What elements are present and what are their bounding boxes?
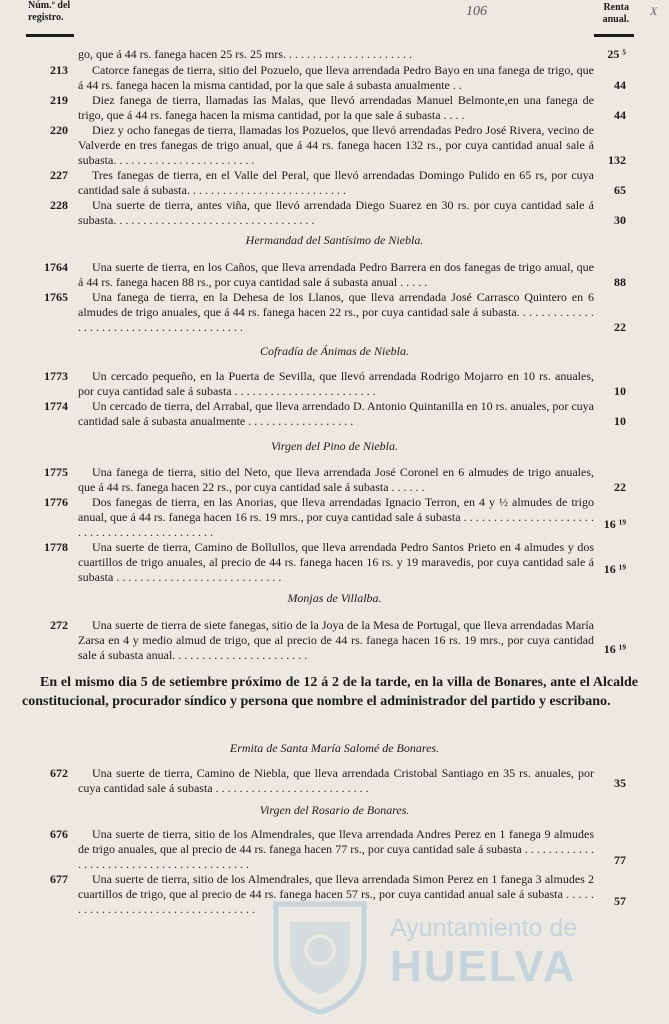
entry-text: Una suerte de tierra, en los Caños, que lleva arrendada Pedro Barrera en dos fanegas de trigo anual, que á 44 rs. fanega hacen 88 rs., por cuya cantidad sale á subasta anual . . . . . [78,260,594,289]
entry-number: 219 [50,93,68,107]
entry-text: Un cercado de tierra, del Arrabal, que lleva arrendado D. Antonio Quintanilla en 10 rs. anuales, por cuya cantidad sale á subasta anualmente . . . . . . . . . . . . . . . . . . [78,399,594,428]
header-rule-right [594,34,634,37]
entry-text: Una suerte de tierra, antes viña, que llevó arrendada Diego Suarez en 30 rs. por cuya cantidad sale á subasta. . . . . . . . . . . . . . . . . . . . . . . . . . . . . . . . . . [78,198,594,227]
entry-amount: 10 [614,414,626,428]
column-header-registry-line1: Núm.º del [28,0,71,11]
entry-text: Una suerte de tierra, sitio de los Almendrales, que lleva arrendada Simon Perez en 1 fanega 3 almudes 2 cuartillos de trigo, que al precio de 44 rs. fanega hacen 57 rs., por cuya cantidad anual sale á subasta . . . . . . . . . . . . . . . . . . . . . . . . . . . . . . . . . . . [78,872,594,916]
watermark-line2: HUELVA [390,942,577,991]
entry-amount: 35 [614,776,626,790]
header-rule-left [26,34,74,37]
entry-number: 227 [50,168,68,182]
entry-amount: 57 [614,894,626,908]
entry-number: 677 [50,872,68,886]
entry-amount: 132 [608,153,626,167]
entry-amount: 25 ⁵ [607,47,626,61]
auction-notice: En el mismo dia 5 de setiembre próximo de 12 á 2 de la tarde, en la villa de Bonares, ante el Alcalde constitucional, procurador síndico y persona que nombre el administrador del partido y escribano. [22,675,638,709]
entry-amount: 30 [614,213,626,227]
entry-amount: 16 ¹⁹ [603,642,626,656]
entry-text: Una suerte de tierra, sitio de los Almendrales, que lleva arrendada Andres Perez en 1 fanega 9 almudes de trigo anuales, que al precio de 44 rs. fanega hacen 77 rs., por cuya cantidad sale á subasta . . . . . . . . . . . . . . . . . . . . . . . . . . . . . . . . . . . . . . . . . [78,827,594,871]
column-header-registry-line2: registro. [28,12,64,23]
city-shield-icon [268,896,372,1016]
section-heading: Virgen del Rosario de Bonares. [259,803,410,817]
entry-text: Tres fanegas de tierra, en el Valle del Peral, que llevó arrendadas Domingo Pulido en 65 rs, por cuya cantidad sale á subasta. . . . . . . . . . . . . . . . . . . . . . . . . . . [78,168,594,197]
entry-amount: 77 [614,853,626,867]
entry-text: Diez fanega de tierra, llamadas las Malas, que llevó arrendadas Manuel Belmonte,en una fanega de trigo, que á 44 rs. fanega hacen la misma cantidad, por la que sale á subasta . . . . [78,93,594,122]
entry-number: 676 [50,827,68,841]
entry-amount: 16 ¹⁹ [603,517,626,531]
entry-number: 672 [50,766,68,780]
entry-number: 1765 [44,290,68,304]
watermark-line1: Ayuntamiento de [390,914,578,942]
entry-amount: 44 [614,108,626,122]
column-header-rent-line1: Renta [603,2,629,13]
archive-watermark [262,890,608,1020]
entry-amount: 22 [614,320,626,334]
entry-text: Una fanega de tierra, en la Dehesa de los Llanos, que lleva arrendada José Carrasco Quintero en 6 almudes de trigo anuales, que á 44 rs. fanega hacen 22 rs., por cuya cantidad sale á subasta. . . . . . . . . . . . . . . . . . . . . . . . . . . . . . . . . . . . . . . . . [78,290,594,334]
entry-number: 1778 [44,540,68,554]
entry-number: 1774 [44,399,68,413]
entry-number: 1764 [44,260,68,274]
entry-amount: 10 [614,384,626,398]
entry-amount: 22 [614,480,626,494]
section-heading: Monjas de Villalba. [287,591,382,605]
entry-text: Una suerte de tierra de siete fanegas, sitio de la Joya de la Mesa de Portugal, que lleva arrendadas María Zarsa en 4 y medio almud de trigo, que al precio de 44 rs. fanega hacen 16 rs. 19 mrs., por cuya cantidad sale á subasta anual. . . . . . . . . . . . . . . . . . . . . . . [78,618,594,662]
entry-text: Una fanega de tierra, sitio del Neto, que lleva arrendada José Coronel en 6 almudes de trigo anuales, que á 44 rs. fanega hacen 22 rs., por cuya cantidad sale á subasta . . . . . . [78,465,594,494]
entry-number: 213 [50,63,68,77]
entry-text: Dos fanegas de tierra, en las Anorias, que lleva arrendadas Ignacio Terron, en 4 y ½ almudes de trigo anual, que á 44 rs. fanega hacen 16 rs. 19 mrs., por cuya cantidad sale á subasta . . . . . . . . . . . . . . . . . . . . . . . . . . . . . . . . . . . . . . . . . . . . . [78,495,594,539]
entry-amount: 44 [614,78,626,92]
page-number-mark: 106 [466,4,487,19]
entry-amount: 16 ¹⁹ [603,562,626,576]
entry-text: Catorce fanegas de tierra, sitio del Pozuelo, que lleva arrendada Pedro Bayo en una fanega de trigo, que á 44 rs. fanega hacen la misma cantidad, por la que sale á subasta anualmente . . [78,63,594,92]
section-heading: Cofradía de Ánimas de Niebla. [260,344,409,358]
entry-text: go, que á 44 rs. fanega hacen 25 rs. 25 mrs. . . . . . . . . . . . . . . . . . . . . . [78,47,412,61]
corner-mark: X [650,4,658,18]
entry-amount: 65 [614,183,626,197]
section-heading: Hermandad del Santísimo de Niebla. [245,233,424,247]
entry-text: Un cercado pequeño, en la Puerta de Sevilla, que llevó arrendada Rodrigo Mojarro en 10 rs. anuales, por cuya cantidad sale á subasta . . . . . . . . . . . . . . . . . . . . . . . . [78,369,594,398]
column-header-rent-line2: anual. [602,14,629,25]
entry-number: 228 [50,198,68,212]
entry-text: Una suerte de tierra, Camino de Niebla, que lleva arrendada Cristobal Santiago en 35 rs. anuales, por cuya cantidad sale á subasta . . . . . . . . . . . . . . . . . . . . . . . . . . [78,766,594,795]
column-header-registry [28,0,70,24]
section-heading: Virgen del Pino de Niebla. [271,439,398,453]
entry-number: 1775 [44,465,68,479]
entry-text: Una suerte de tierra, Camino de Bollullos, que lleva arrendada Pedro Santos Prieto en 4 almudes y dos cuartillos de trigo anuales, al precio de 44 rs. fanega hacen 16 rs. y 19 maravedis, por cuya cantidad sale á subasta . . . . . . . . . . . . . . . . . . . . . . . . . . . . [78,540,594,584]
entry-text: Diez y ocho fanegas de tierra, llamadas los Pozuelos, que llevó arrendadas Pedro José Rivera, vecino de Valverde en tres fanegas de trigo anual, que á 44 rs. fanega hacen 132 rs., por cuya cantidad anual sale á subasta. . . . . . . . . . . . . . . . . . . . . . . . [78,123,594,167]
column-header-rent [603,2,629,26]
entry-number: 272 [50,618,68,632]
entry-number: 1773 [44,369,68,383]
entry-number: 1776 [44,495,68,509]
entry-amount: 88 [614,275,626,289]
entry-number: 220 [50,123,68,137]
section-heading: Ermita de Santa María Salomé de Bonares. [229,741,440,755]
